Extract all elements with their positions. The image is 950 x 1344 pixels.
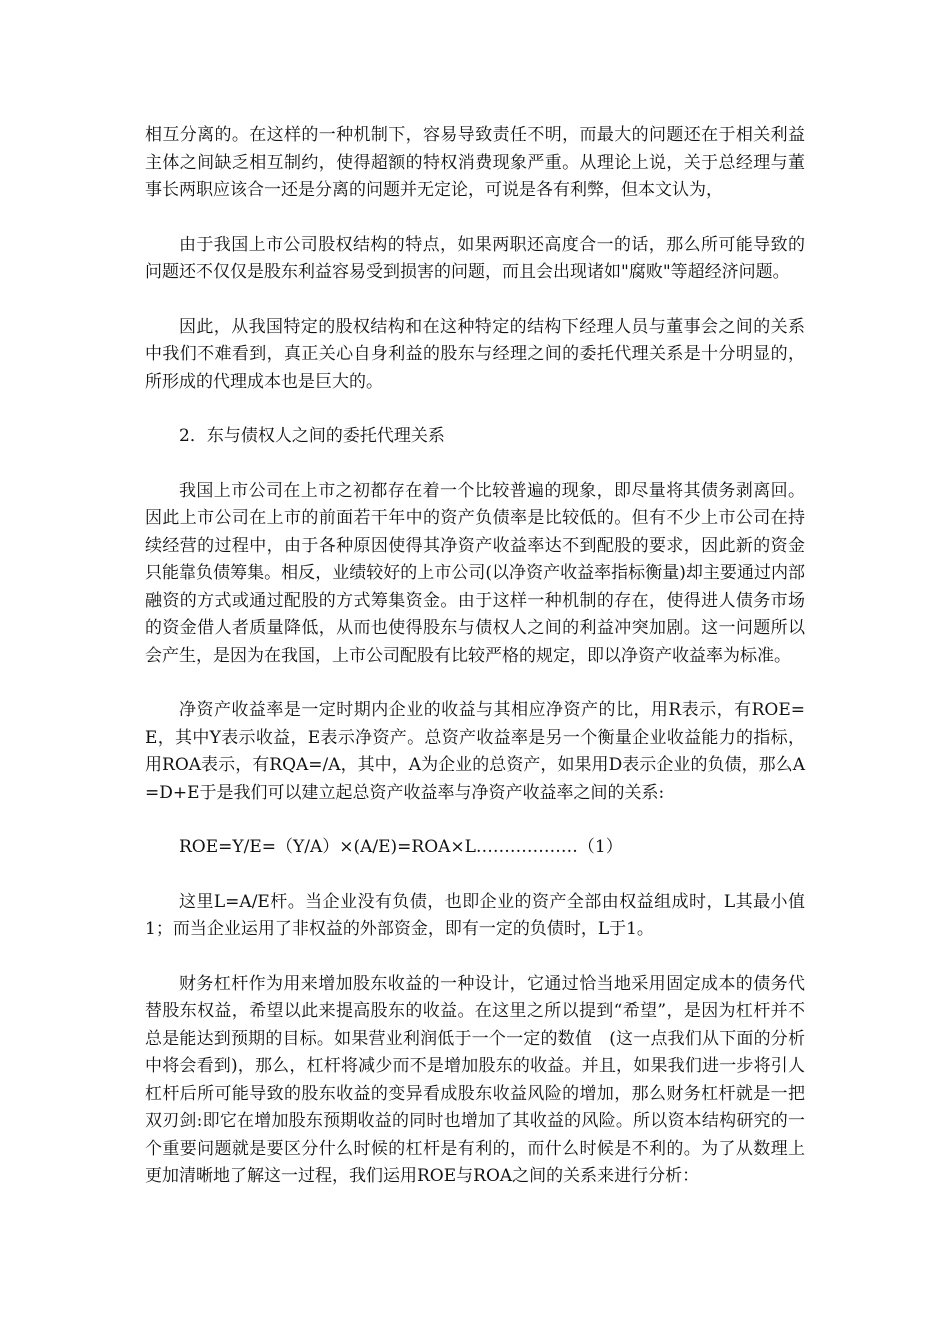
paragraph-roe-definition: 净资产收益率是一定时期内企业的收益与其相应净资产的比，用R表示，有ROE=E，其中Y表示收益，E表示净资产。总资产收益率是另一个衡量企业收益能力的指标，用ROA表示，有RQA=/A，其中，A为企业的总资产，如果用D表示企业的负债，那么A=D+E于是我们可以建立起总资产收益率与净资产收益率之间的关系: <box>145 700 805 803</box>
paragraph-duality: 由于我国上市公司股权结构的特点，如果两职还高度合一的话，那么所可能导致的问题还不仅仅是股东利益容易受到损害的问题，而且会出现诸如"腐败"等超经济问题。 <box>145 234 805 282</box>
document-body <box>145 122 805 1218</box>
paragraph-debt-stripping: 我国上市公司在上市之初都存在着一个比较普遍的现象，即尽量将其债务剥离回。因此上市公司在上市的前面若干年中的资产负债率是比较低的。但有不少上市公司在持续经营的过程中，由于各种原因使得其净资产收益率达不到配股的要求，因此新的资金只能靠负债筹集。相反，业绩较好的上市公司(以净资产收益率指标衡量)却主要通过内部融资的方式或通过配股的方式筹集资金。由于这样一种机制的存在，使得进人债务市场的资金借人者质量降低，从而也使得股东与债权人之间的利益冲突加剧。这一问题所以会产生，是因为在我国，上市公司配股有比较严格的规定，即以净资产收益率为标准。 <box>145 480 805 666</box>
paragraph-leverage-ratio: 这里L=A/E杆。当企业没有负债，也即企业的资产全部由权益组成时，L其最小值1；而当企业运用了非权益的外部资金，即有一定的负债时，L于1。 <box>145 891 805 939</box>
paragraph-continuation: 相互分离的。在这样的一种机制下，容易导致责任不明，而最大的问题还在于相关利益主体之间缺乏相互制约，使得超额的特权消费现象严重。从理论上说，关于总经理与董事长两职应该合一还是分离的问题并无定论，可说是各有利弊，但本文认为， <box>145 125 805 200</box>
formula-roe: ROE=Y/E=（Y/A）×(A/E)=ROA×L………………（1） <box>179 837 623 857</box>
section-heading: 2．东与债权人之间的委托代理关系 <box>179 426 445 446</box>
paragraph-agency-cost: 因此，从我国特定的股权结构和在这种特定的结构下经理人员与董事会之间的关系中我们不难看到，真正关心自身利益的股东与经理之间的委托代理关系是十分明显的，所形成的代理成本也是巨大的。 <box>145 316 805 392</box>
paragraph-financial-leverage: 财务杠杆作为用来增加股东收益的一种设计，它通过恰当地采用固定成本的债务代替股东权益，希望以此来提高股东的收益。在这里之所以提到“希望”，是因为杠杆并不总是能达到预期的目标。如果营业利润低于一个一定的数值 (这一点我们从下面的分析中将会看到)，那么，杠杆将减少而不是增加股东的收益。并且，如果我们进一步将引人杠杆后所可能导致的股东收益的变异看成股东收益风险的增加，那么财务杠杆就是一把双刃剑:即它在增加股东预期收益的同时也增加了其收益的风险。所以资本结构研究的一个重要问题就是要区分什么时候的杠杆是有利的，而什么时候是不利的。为了从数理上更加清晰地了解这一过程，我们运用ROE与ROA之间的关系来进行分析： <box>145 973 805 1186</box>
